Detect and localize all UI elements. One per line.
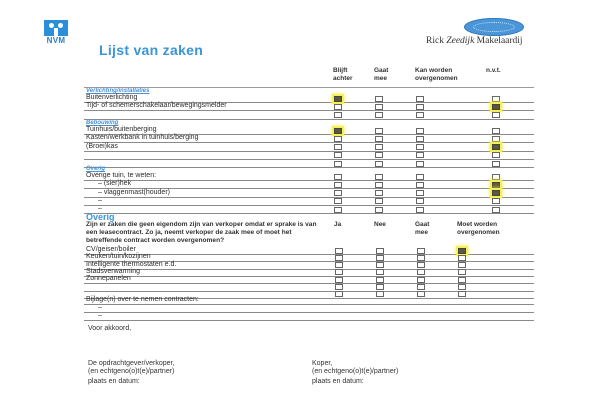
broker-name-prefix: Rick <box>426 36 447 46</box>
buyer-partner: (en echtgeno(o)t(e)/partner) <box>312 368 399 375</box>
column-header-blijft-achter: Blijft achter <box>333 67 353 82</box>
checkbox[interactable] <box>492 174 500 180</box>
checkbox[interactable] <box>375 136 383 142</box>
checkbox[interactable] <box>375 207 383 213</box>
broker-name <box>426 36 523 46</box>
checkbox[interactable] <box>375 128 383 134</box>
table-row <box>84 205 534 214</box>
checkbox-checked[interactable] <box>492 144 500 150</box>
checkbox[interactable] <box>416 144 424 150</box>
seller-signature-block <box>88 360 174 376</box>
broker-name-suffix: Makelaardij <box>474 36 523 46</box>
row-label: Buitenverlichting <box>86 94 138 101</box>
lease-question: Zijn er zaken die geen eigendom zijn van verkoper omdat er sprake is van een leasecontract. Zo ja, neemt verkoper de zaak mee of moet het betreffende contract worden overgenomen? <box>86 221 317 244</box>
column-header-nee: Nee <box>374 221 386 228</box>
checkbox[interactable] <box>375 174 383 180</box>
checkbox[interactable] <box>416 152 424 158</box>
checkbox[interactable] <box>492 198 500 204</box>
seller-title: De opdrachtgever/verkoper, <box>88 360 175 367</box>
agreement-text: Voor akkoord, <box>88 325 132 332</box>
checkbox[interactable] <box>492 112 500 118</box>
column-header-ja: Ja <box>334 221 342 228</box>
checkbox[interactable] <box>492 136 500 142</box>
row-label: Keuken/tuin/kozijnen <box>86 253 151 261</box>
row-label: Tijd- of schemerschakelaar/bewegingsmelder <box>86 102 227 110</box>
checkbox-checked[interactable] <box>492 182 500 188</box>
row-label: – <box>98 196 102 204</box>
checkbox[interactable] <box>416 198 424 204</box>
checkbox[interactable] <box>334 174 342 180</box>
row-label: Kasten/werkbank in tuinhuis/berging <box>86 134 199 142</box>
checkbox[interactable] <box>416 104 424 110</box>
checkbox[interactable] <box>375 152 383 158</box>
checkbox[interactable] <box>334 190 342 196</box>
checkbox[interactable] <box>416 161 424 167</box>
column-header-gaat-mee: Gaat mee <box>374 67 389 82</box>
row-label: Intelligente thermostaten e.d. <box>86 260 177 268</box>
column-header-moet-worden-overgenomen: Moet worden overgenomen <box>457 221 500 236</box>
checkbox[interactable] <box>334 207 342 213</box>
table-row <box>84 159 534 168</box>
column-header-nvt: n.v.t. <box>486 67 501 74</box>
column-header-kan-worden-overgenomen: Kan worden overgenomen <box>415 67 458 82</box>
checkbox[interactable] <box>375 161 383 167</box>
checkbox[interactable] <box>375 190 383 196</box>
table-row <box>84 111 534 120</box>
checkbox[interactable] <box>334 144 342 150</box>
checkbox[interactable] <box>375 182 383 188</box>
broker-logo-icon <box>464 18 524 36</box>
checkbox[interactable] <box>375 104 383 110</box>
checkbox[interactable] <box>416 182 424 188</box>
checkbox[interactable] <box>334 182 342 188</box>
row-label: – (sier)hek <box>98 180 132 188</box>
checkbox-checked[interactable] <box>334 128 342 134</box>
attachment-line[interactable]: – <box>84 304 534 313</box>
row-label: Tuinhuis/buitenberging <box>86 126 157 133</box>
checkbox[interactable] <box>416 96 424 102</box>
row-label: Overige tuin, te weten: <box>86 172 157 179</box>
buyer-place-date[interactable]: plaats en datum: <box>312 378 364 385</box>
checkbox[interactable] <box>334 112 342 118</box>
checkbox[interactable] <box>416 174 424 180</box>
checkbox[interactable] <box>416 136 424 142</box>
buyer-signature-block <box>312 360 398 376</box>
row-label: Zonnepanelen <box>86 275 131 283</box>
checkbox[interactable] <box>334 104 342 110</box>
seller-place-date[interactable]: plaats en datum: <box>88 378 140 385</box>
nvm-logo-text: NVM <box>46 36 66 45</box>
header-divider <box>84 87 534 88</box>
nvm-logo <box>39 20 73 46</box>
checkbox[interactable] <box>334 198 342 204</box>
checkbox-checked[interactable] <box>492 190 500 196</box>
attachment-line[interactable]: – <box>84 312 534 321</box>
checkbox-checked[interactable] <box>492 104 500 110</box>
column-header-gaat-mee-2: Gaat mee <box>415 221 430 236</box>
checkbox[interactable] <box>492 152 500 158</box>
checkbox[interactable] <box>492 96 500 102</box>
checkbox[interactable] <box>492 161 500 167</box>
checkbox[interactable] <box>492 207 500 213</box>
overig-section-title: Overig <box>86 212 115 222</box>
nvm-logo-icon <box>44 20 68 36</box>
row-label: (Broei)kas <box>86 142 118 150</box>
checkbox[interactable] <box>375 96 383 102</box>
section-label: Overig <box>86 166 106 172</box>
row-label: – vlaggenmast(houder) <box>98 188 170 196</box>
checkbox[interactable] <box>334 161 342 167</box>
checkbox[interactable] <box>416 112 424 118</box>
seller-partner: (en echtgeno(o)t(e)/partner) <box>88 368 175 375</box>
broker-name-italic: Zeedijk <box>446 36 475 46</box>
checkbox[interactable] <box>375 144 383 150</box>
checkbox[interactable] <box>416 207 424 213</box>
section-label: Verlichting/installaties <box>86 88 150 94</box>
checkbox[interactable] <box>492 128 500 134</box>
row-label: CV/geiser/boiler <box>86 246 136 253</box>
checkbox-checked[interactable] <box>334 96 342 102</box>
checkbox[interactable] <box>334 152 342 158</box>
checkbox[interactable] <box>416 128 424 134</box>
page-title: Lijst van zaken <box>99 42 204 58</box>
section-label: Bebouwing <box>86 120 119 126</box>
checkbox[interactable] <box>375 198 383 204</box>
row-label: – <box>98 205 102 213</box>
buyer-title: Koper, <box>312 360 333 367</box>
checkbox[interactable] <box>416 190 424 196</box>
checkbox[interactable] <box>334 136 342 142</box>
checkbox[interactable] <box>375 112 383 118</box>
row-label: Stadsverwarming <box>86 267 141 275</box>
attachments-label: Bijlage(n) over te nemen contracten: <box>86 296 199 303</box>
